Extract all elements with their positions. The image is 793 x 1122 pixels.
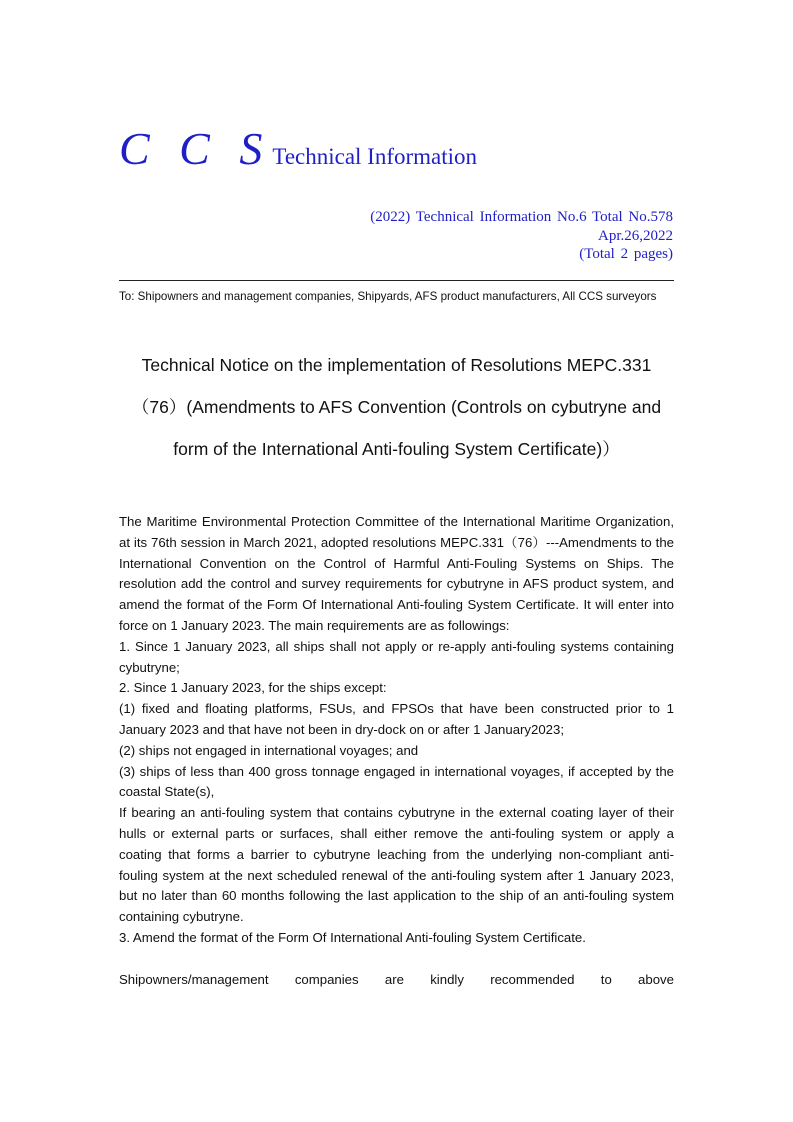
title-line: （76）(Amendments to AFS Convention (Controls on cybutryne and — [131, 397, 662, 417]
masthead — [119, 122, 477, 175]
requirement-1: 1. Since 1 January 2023, all ships shall not apply or re-apply anti-fouling systems containing cybutryne; — [119, 638, 674, 675]
exception-1: (1) fixed and floating platforms, FSUs, and FPSOs that have been constructed prior to 1 January 2023 and that have not been in dry-dock on or after 1 January2023; — [119, 701, 674, 737]
exception-2: (2) ships not engaged in international voyages; and — [119, 742, 419, 758]
issue-number: (2022) Technical Information No.6 Total No.578 — [370, 209, 673, 225]
masthead-subtitle: Technical Information — [272, 144, 478, 169]
recipients: To: Shipowners and management companies, Shipyards, AFS product manufacturers, All CCS surveyors — [119, 290, 657, 303]
notice-body — [119, 512, 674, 990]
page-count: (Total 2 pages) — [579, 246, 673, 262]
intro-paragraph: The Maritime Environmental Protection Committee of the International Maritime Organization, at its 76th session in March 2021, adopted resolutions MEPC.331（76）---Amendments to the International Convention on the Control of Harmful Anti-Fouling Systems on Ships. The resolution add the control and survey requirements for cybutryne in AFS product system, and amend the format of the Form Of International Anti-fouling System Certificate. It will enter into force on 1 January 2023. The main requirements are as followings: — [119, 514, 674, 633]
paragraph-spacer — [119, 949, 674, 970]
closing-paragraph: Shipowners/management companies are kindly recommended to above — [119, 971, 674, 987]
issue-meta — [370, 208, 673, 264]
title-line: form of the International Anti-fouling System Certificate)） — [173, 439, 620, 459]
notice-title — [110, 344, 683, 470]
header-divider — [119, 280, 674, 281]
requirement-3: 3. Amend the format of the Form Of International Anti-fouling System Certificate. — [119, 929, 586, 945]
bearing-paragraph: If bearing an anti-fouling system that contains cybutryne in the external coating layer of their hulls or external parts or surfaces, shall either remove the anti-fouling system or apply a coating that forms a barrier to cybutryne leaching from the underlying non-compliant anti-fouling system at the next scheduled renewal of the anti-fouling system after 1 January 2023, but no later than 60 months following the last application to the ship of an anti-fouling system containing cybutryne. — [119, 805, 674, 925]
requirement-2: 2. Since 1 January 2023, for the ships except: — [119, 680, 387, 696]
ccs-logo-text: C C S — [119, 123, 272, 174]
exception-3: (3) ships of less than 400 gross tonnage engaged in international voyages, if accepted by the coastal State(s), — [119, 763, 674, 800]
title-line: Technical Notice on the implementation of Resolutions MEPC.331 — [141, 355, 652, 375]
issue-date: Apr.26,2022 — [598, 227, 673, 244]
